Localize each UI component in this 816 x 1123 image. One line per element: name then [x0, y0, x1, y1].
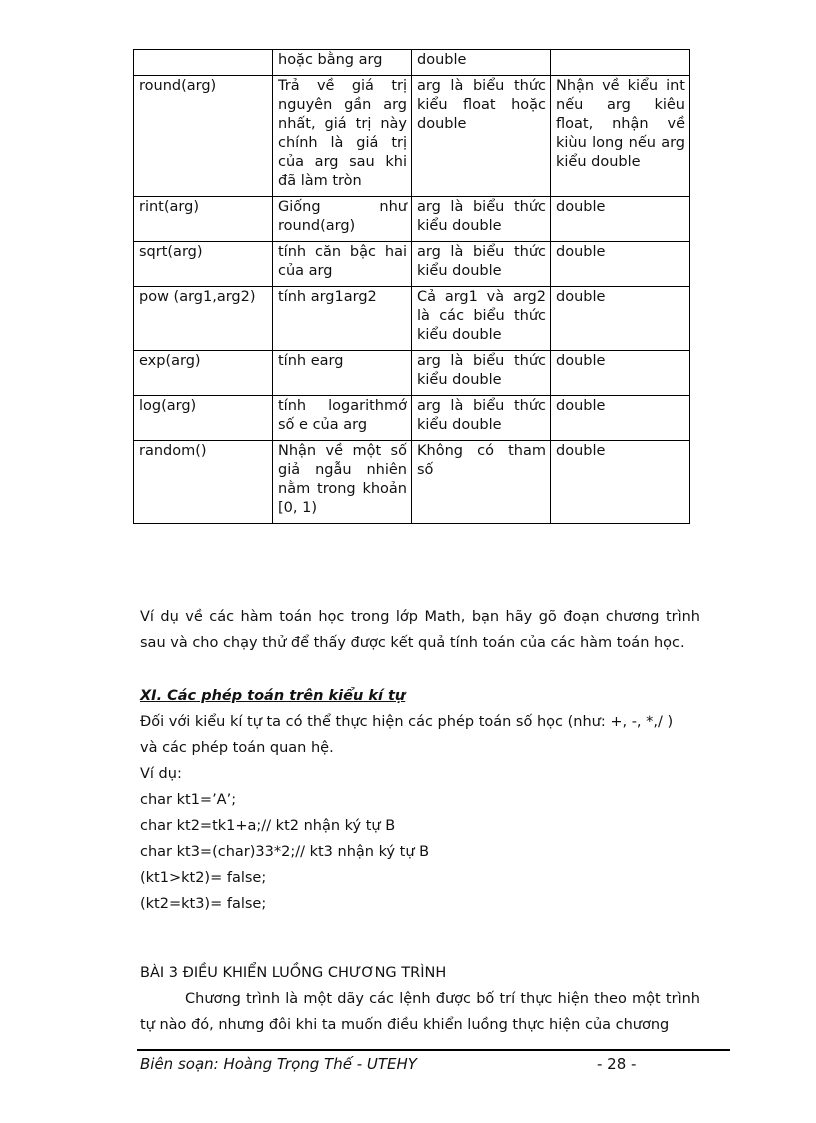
table-cell: tính căn bậc hai của arg: [273, 242, 412, 287]
lesson-title: BÀI 3 ĐIỀU KHIỂN LUỒNG CHƯƠNG TRÌNH: [140, 965, 447, 981]
section-body: [140, 709, 700, 917]
table-row: [134, 287, 690, 351]
table-cell: arg là biểu thức kiểu double: [412, 242, 551, 287]
table-cell: Không có tham số: [412, 441, 551, 524]
table-cell: rint(arg): [134, 197, 273, 242]
table-cell: exp(arg): [134, 351, 273, 396]
table-cell: [551, 50, 690, 76]
code-line: char kt1=’A’;: [140, 792, 237, 808]
table-cell: random(): [134, 441, 273, 524]
table-cell: round(arg): [134, 76, 273, 197]
body-line: và các phép toán quan hệ.: [140, 740, 334, 756]
table-cell: Trả về giá trị nguyên gần arg nhất, giá trị này chính là giá trị của arg sau khi đã làm tròn: [273, 76, 412, 197]
intro-paragraph: Ví dụ về các hàm toán học trong lớp Math, bạn hãy gõ đoạn chương trình sau và cho chạy thử để thấy được kết quả tính toán của các hàm toán học.: [140, 609, 700, 651]
table-row: [134, 50, 690, 76]
body-line: Ví dụ:: [140, 766, 182, 782]
table-cell: tính earg: [273, 351, 412, 396]
table-cell: hoặc bằng arg: [273, 50, 412, 76]
table-cell: tính arg1arg2: [273, 287, 412, 351]
table-cell: Cả arg1 và arg2 là các biểu thức kiểu double: [412, 287, 551, 351]
body-line: Đối với kiểu kí tự ta có thể thực hiện các phép toán số học (như: +, -, *,/ ): [140, 714, 674, 730]
table-cell: log(arg): [134, 396, 273, 441]
code-line: char kt2=tk1+a;// kt2 nhận ký tự B: [140, 818, 396, 834]
math-functions-table: [133, 49, 690, 524]
table-cell: double: [551, 441, 690, 524]
table-cell: double: [551, 287, 690, 351]
code-line: (kt1>kt2)= false;: [140, 870, 267, 886]
table-cell: arg là biểu thức kiểu double: [412, 396, 551, 441]
table-row: [134, 197, 690, 242]
table-cell: sqrt(arg): [134, 242, 273, 287]
table-cell: [134, 50, 273, 76]
lesson-paragraph: Chương trình là một dãy các lệnh được bố trí thực hiện theo một trình tự nào đó, nhưng đôi khi ta muốn điều khiển luồng thực hiện của chương: [140, 991, 700, 1033]
table-cell: double: [551, 396, 690, 441]
footer-author: Biên soạn: Hoàng Trọng Thế - UTEHY: [140, 1055, 417, 1073]
table-cell: pow (arg1,arg2): [134, 287, 273, 351]
page-number: - 28 -: [597, 1055, 637, 1073]
table-cell: double: [412, 50, 551, 76]
table-cell: arg là biểu thức kiểu float hoặc double: [412, 76, 551, 197]
table-cell: double: [551, 242, 690, 287]
table-row: [134, 351, 690, 396]
table-cell: double: [551, 197, 690, 242]
table-cell: Nhận về kiểu int nếu arg kiêu float, nhận về kiùu long nếu arg kiểu double: [551, 76, 690, 197]
table-cell: tính logarithmớ số e của arg: [273, 396, 412, 441]
table-cell: Giống như round(arg): [273, 197, 412, 242]
table-cell: arg là biểu thức kiểu double: [412, 197, 551, 242]
code-line: char kt3=(char)33*2;// kt3 nhận ký tự B: [140, 844, 430, 860]
table-row: [134, 242, 690, 287]
footer-divider: [137, 1049, 730, 1051]
table-cell: double: [551, 351, 690, 396]
table-cell: arg là biểu thức kiểu double: [412, 351, 551, 396]
table-row: [134, 441, 690, 524]
section-heading: XI. Các phép toán trên kiểu kí tự: [140, 688, 406, 704]
table-row: [134, 396, 690, 441]
table-row: [134, 76, 690, 197]
table-cell: Nhận về một số giả ngẫu nhiên nằm trong khoản [0, 1): [273, 441, 412, 524]
code-line: (kt2=kt3)= false;: [140, 896, 267, 912]
